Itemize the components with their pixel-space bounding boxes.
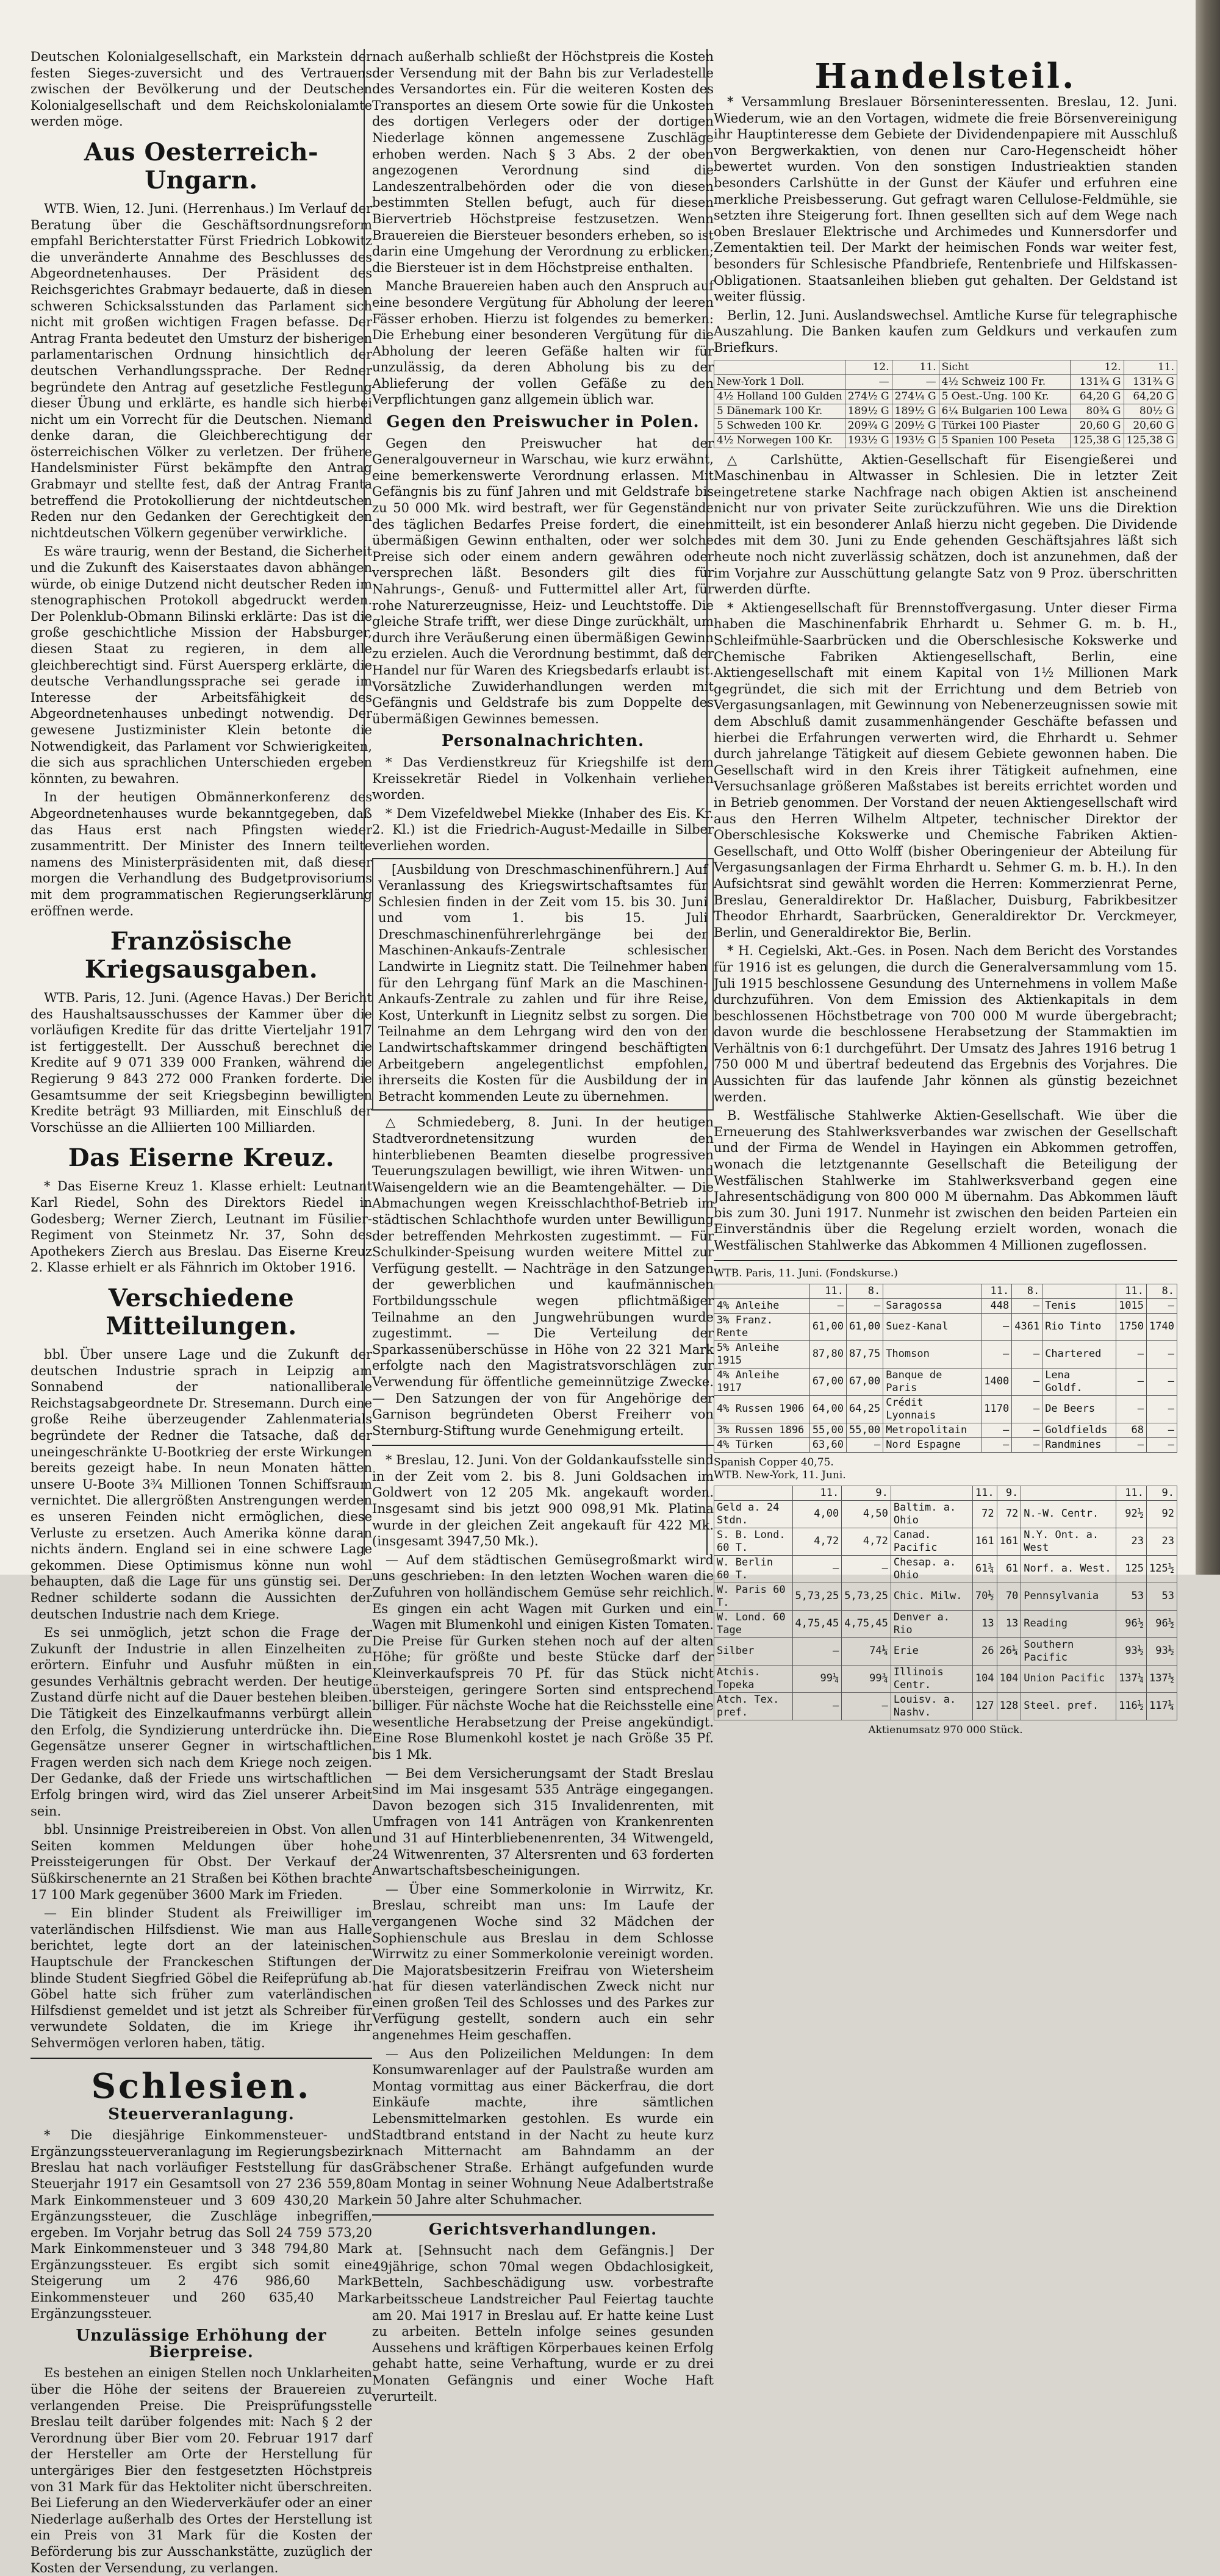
table-cell: 3% Russen 1896	[714, 1423, 810, 1437]
table-cell: Tenis	[1042, 1298, 1116, 1313]
table-cell: Atch. Tex. pref.	[714, 1692, 793, 1720]
table-cell: 104	[997, 1665, 1021, 1692]
table-cell: S. B. Lond. 60 T.	[714, 1528, 793, 1555]
table-cell: 5 Schweden 100 Kr.	[714, 418, 845, 433]
table-cell: Metropolitain	[883, 1423, 981, 1437]
table-cell: —	[1116, 1340, 1147, 1368]
column-header: 11.	[1116, 1284, 1147, 1298]
table-cell: 74¼	[842, 1637, 891, 1665]
table-row	[714, 1437, 1177, 1452]
table-cell: New-York 1 Doll.	[714, 374, 845, 389]
table-row	[714, 1368, 1177, 1395]
table-cell: —	[792, 1637, 842, 1665]
table-row	[714, 1313, 1177, 1340]
headline-eisernes-kreuz: Das Eiserne Kreuz.	[68, 1143, 335, 1173]
table-cell: 55,00	[847, 1423, 883, 1437]
column-header: 11.	[792, 1486, 842, 1500]
column-header: 11.	[809, 1284, 846, 1298]
paragraph: Es wäre traurig, wenn der Bestand, die Sicherheit und die Zukunft des Kaiserstaates davon abhängen würde, ob einige Dutzend nicht deutscher Reden im stenographischen Protokoll abgedruckt werden. Der Polenklub-Obmann Bilinski erklärte: Das ist die große geschichtliche Mission der Habsburger, diesen Staat zu regieren, in dem alle gleichberechtigt sind. Fürst Auersperg erklärte, die deutsche Verhandlungssprache sei gerade im Interesse der Arbeitsfähigkeit des Abgeordnetenhauses unbedingt notwendig. Der gewesene Justizminister Klein betonte die Notwendigkeit, das Parlament vor Schwierigkeiten, die sich aus sprachlichen Unterschieden ergeben könnten, zu bewahren.	[30, 544, 372, 786]
table-row	[714, 1423, 1177, 1437]
headline-oesterreich: Aus Oesterreich-Ungarn.	[84, 137, 319, 195]
column-header	[1021, 1486, 1116, 1500]
table-cell: —	[792, 1555, 842, 1583]
table-cell: Goldfields	[1042, 1423, 1116, 1437]
paragraph: — Über eine Sommerkolonie in Wirrwitz, Kr. Breslau, schreibt man uns: Im Laufe der vergangenen Woche sind 32 Mädchen der Sophienschule aus Breslau in dem Schlosse Wirrwitz zu einer Sommerkolonie vereinigt worden. Die Majoratsbesitzerin Freifrau von Wietersheim hat für diesen vaterländischen Zweck nicht nur einen großen Teil des Schlosses und des Parkes zur Verfügung gestellt, sondern auch ein sehr angenehmes Heim geschaffen.	[372, 1881, 714, 2043]
table-title: WTB. Paris, 11. Juni. (Fondskurse.)	[714, 1267, 898, 1279]
paragraph: Es sei unmöglich, jetzt schon die Frage der Zukunft der Industrie in allen Einzelheiten zu erörtern. Einfuhr und Ausfuhr müßten in ein gesundes Verhältnis gebracht werden. Der heutige Zustand dürfe nicht auf die Dauer bestehen bleiben. Die Tätigkeit des Einzelkaufmanns verbürgt allein den Erfolg, die Syndizierung unterdrücke ihn. Die Gegensätze unserer Gegner in wirtschaftlichen Fragen werden sich nach dem Kriege noch zeigen. Der Gedanke, daß der Friede uns wirtschaftlichen Erfolg bringen wird, wird das Ziel unserer Arbeit sein.	[30, 1625, 372, 1819]
table-cell: 96½	[1116, 1610, 1147, 1637]
table-cell: Saragossa	[883, 1298, 981, 1313]
table-cell: N.Y. Ont. a. West	[1021, 1528, 1116, 1555]
paris-table	[714, 1284, 1177, 1453]
table-cell: —	[1012, 1423, 1042, 1437]
table-cell: Norf. a. West.	[1021, 1555, 1116, 1583]
table-row	[714, 1610, 1177, 1637]
divider	[372, 1445, 714, 1446]
table-row	[714, 418, 1177, 433]
table-cell: 4% Russen 1906	[714, 1395, 810, 1423]
table-cell: 92	[1147, 1500, 1177, 1528]
table-cell: 55,00	[809, 1423, 846, 1437]
table-cell: 4% Anleihe 1917	[714, 1368, 810, 1395]
table-row	[714, 1340, 1177, 1368]
paragraph: △ Carlshütte, Aktien-Gesellschaft für Eisengießerei und Maschinenbau in Altwasser in Schlesien. Die in letzter Zeit eingetretene starke Nachfrage nach obigen Aktien ist anscheinend nicht nur von privater Seite zurückzuführen. Wie uns die Direktion mitteilt, ist ein besonderer Anlaß hierzu nicht gegeben. Die Dividende des mit dem 30. Juni zu Ende gehenden Geschäftsjahres läßt sich heute noch nicht zuverlässig schätzen, doch ist anzunehmen, daß der im Vorjahre zur Ausschüttung gelangte Satz von 9 Proz. überschritten werden dürfte.	[714, 452, 1177, 597]
table-cell: 5,73,25	[792, 1583, 842, 1610]
paragraph: at. [Sehnsucht nach dem Gefängnis.] Der 49jährige, schon 70mal wegen Obdachlosigkeit, Betteln, Sachbeschädigung usw. vorbestrafte arbeitsscheue Landstreicher Paul Feiertag tauchte am 20. Mai 1917 in Breslau auf. Er hatte keine Lust zu arbeiten. Betteln infolge seines gesunden Aussehens und kräftigen Körperbaues keinen Erfolg gehabt hatte, seine Verhaftung, wurde er zu drei Monaten Gefängnis und einer Woche Haft verurteilt.	[372, 2243, 714, 2404]
table-cell: 1015	[1116, 1298, 1147, 1313]
table-cell: 23	[1147, 1528, 1177, 1555]
headline-schlesien: Schlesien.	[91, 2066, 312, 2106]
table-cell: 68	[1116, 1423, 1147, 1437]
divider	[372, 2214, 714, 2216]
table-cell: Rio Tinto	[1042, 1313, 1116, 1340]
table-row	[714, 1692, 1177, 1720]
table-cell: 63,60	[809, 1437, 846, 1452]
table-cell: 274¼ G	[892, 389, 939, 404]
column-header: 12.	[1071, 360, 1124, 374]
table-cell: 189½ G	[845, 404, 892, 418]
table-cell: 93½	[1116, 1637, 1147, 1665]
table-cell: 99¼	[792, 1665, 842, 1692]
newyork-table	[714, 1486, 1177, 1720]
table-cell: —	[981, 1313, 1012, 1340]
table-cell: —	[892, 374, 939, 389]
subheadline-bier: Unzulässige Erhöhung der Bierpreise.	[76, 2327, 327, 2361]
column-header	[883, 1284, 981, 1298]
turnover-note: Aktienumsatz 970 000 Stück.	[868, 1723, 1023, 1736]
table-cell: 92½	[1116, 1500, 1147, 1528]
table-row	[714, 1555, 1177, 1583]
table-cell: Southern Pacific	[1021, 1637, 1116, 1665]
table-cell: 137½	[1147, 1665, 1177, 1692]
table-cell: 64,25	[847, 1395, 883, 1423]
table-cell: —	[842, 1555, 891, 1583]
table-cell: De Beers	[1042, 1395, 1116, 1423]
table-cell: —	[1116, 1437, 1147, 1452]
table-cell: 13	[972, 1610, 997, 1637]
paragraph: bbl. Unsinnige Preistreibereien in Obst. Von allen Seiten kommen Meldungen über hohe Preissteigerungen für Obst. Der Verkauf der Süßkirschenernte an 21 Straßen bei Köthen brachte 17 100 Mark gegenüber 3600 Mark im Frieden.	[30, 1822, 372, 1902]
paragraph: — Auf dem städtischen Gemüsegroßmarkt wird uns geschrieben: In den letzten Wochen waren die Zufuhren von holländischem Gemüse sehr reichlich. Es gingen ein acht Wagen mit Gurken und ein Wagen mit Blumenkohl und einigen Kisten Tomaten. Die Preise für Gurken stehen noch auf der alten Höhe; für größte und beste Stücke darf der Kleinverkaufspreis 70 Pf. für das Stück nicht übersteigen, geringere Sorten sind entsprechend billiger. Für nächste Woche hat die Reichsstelle eine wesentliche Herabsetzung der Preise angekündigt. Eine Rose Blumenkohl kostet je nach Größe 35 Pf. bis 1 Mk.	[372, 1552, 714, 1762]
table-cell: 5 Spanien 100 Peseta	[939, 433, 1070, 448]
paragraph: * Das Eiserne Kreuz 1. Klasse erhielt: Leutnant Karl Riedel, Sohn des Direktors Riedel in Godesberg; Werner Zierch, Leutnant im Füsilier-Regiment von Steinmetz Nr. 37, Sohn des Apothekers Zierch aus Breslau. Das Eiserne Kreuz 2. Klasse erhielt er als Fähnrich im Oktober 1916.	[30, 1179, 372, 1275]
table-cell: 72	[997, 1500, 1021, 1528]
table-cell: Nord Espagne	[883, 1437, 981, 1452]
column-header: 11.	[972, 1486, 997, 1500]
table-cell: 4½ Holland 100 Gulden	[714, 389, 845, 404]
table-row	[714, 374, 1177, 389]
table-cell: 53	[1147, 1583, 1177, 1610]
paragraph: WTB. Paris, 12. Juni. (Agence Havas.) Der Bericht des Haushaltsausschusses der Kammer über die vorläufigen Kredite für das dritte Vierteljahr 1917 ist fertiggestellt. Der Ausschuß berechnet die Kredite auf 9 071 339 000 Franken, während die Regierung 9 843 272 000 Franken forderte. Die Gesamtsumme der seit Kriegsbeginn bewilligten Kredite beträgt 93 Milliarden, mit Einschluß der Vorschüsse an die Alliierten 100 Milliarden.	[30, 990, 372, 1135]
table-cell: 209¾ G	[845, 418, 892, 433]
table-cell: —	[792, 1692, 842, 1720]
table-cell: 116½	[1116, 1692, 1147, 1720]
table-cell: 70½	[972, 1583, 997, 1610]
table-row	[714, 433, 1177, 448]
table-cell: 64,20 G	[1071, 389, 1124, 404]
paragraph: nach außerhalb schließt der Höchstpreis die Kosten der Versendung mit der Bahn bis zur Verladestelle des Versandortes ein. Für die weiteren Kosten des Transportes an diesem Orte sowie für die Unkosten des dortigen Verlegers oder der dortigen Niederlage können angemessene Zuschläge erhoben werden. Nach § 3 Abs. 2 der oben angezogenen Verordnung sind die Landeszentralbehörden oder die von diesen bestimmten Stellen befugt, auch für diesen Biervertrieb Höchstpreise festzusetzen. Wenn Brauereien die Biersteuer besonders erheben, so ist darin eine Umgehung der Verordnung zu erblicken; die Biersteuer ist in dem Höchstpreise enthalten.	[372, 49, 714, 275]
table-cell: 5 Oest.-Ung. 100 Kr.	[939, 389, 1070, 404]
table-cell: 64,20 G	[1124, 389, 1177, 404]
subheadline-gericht: Gerichtsverhandlungen.	[428, 2220, 658, 2239]
table-cell: 4,72	[792, 1528, 842, 1555]
table-cell: Suez-Kanal	[883, 1313, 981, 1340]
column-header: 8.	[1147, 1284, 1177, 1298]
table-row	[714, 404, 1177, 418]
paragraph: * Das Verdienstkreuz für Kriegshilfe ist dem Kreissekretär Riedel in Volkenhain verliehen worden.	[372, 754, 714, 803]
table-cell: 274½ G	[845, 389, 892, 404]
divider	[30, 2058, 372, 2059]
column-middle	[372, 49, 714, 2404]
paragraph: △ Schmiedeberg, 8. Juni. In der heutigen Stadtverordnetensitzung wurden den hinterbliebenen Beamten dieselbe progressiven Teuerungszulagen bewilligt, wie ihren Witwen- und Waisengeldern wie an die Beamtengehälter. — Die Abmachungen wegen Kreisschlachthof-Betrieb im städtischen Schlachthofe wurden unter Bewilligung der betreffenden Mehrkosten zugestimmt. — Für Schulkinder-Speisung wurden weitere Mittel zur Verfügung gestellt. — Nachträge in den Satzungen der gewerblichen und kaufmännischen Fortbildungsschule wegen pflichtmäßiger Teilnahme an den Jungwehrübungen wurde zugestimmt. — Die Verteilung der Sparkassenüberschüsse in Höhe von 22 321 Mark erfolgte nach den Magistratsvorschlägen zur Verwendung für öffentliche gemeinnützige Zwecke. — Den Satzungen der von für Angehörige der Garnison begründeten Oberst Freiherr von Sternburg-Stiftung wurde Genehmigung erteilt.	[372, 1115, 714, 1438]
paragraph: Berlin, 12. Juni. Auslandswechsel. Amtliche Kurse für telegraphische Auszahlung. Die Banken kaufen zum Geldkurs und verkaufen zum Briefkurs.	[714, 307, 1177, 355]
table-cell: 193½ G	[845, 433, 892, 448]
table-cell: 117¼	[1147, 1692, 1177, 1720]
table-cell: 61	[997, 1555, 1021, 1583]
headline-handelsteil: Handelsteil.	[814, 56, 1077, 96]
exchange-table	[714, 360, 1177, 448]
table-cell: 209½ G	[892, 418, 939, 433]
table-cell: Türkei 100 Piaster	[939, 418, 1070, 433]
table-cell: 4% Türken	[714, 1437, 810, 1452]
table-cell: 1750	[1116, 1313, 1147, 1340]
table-cell: 70	[997, 1583, 1021, 1610]
paragraph: — Bei dem Versicherungsamt der Stadt Breslau sind im Mai insgesamt 535 Anträge eingegangen. Davon bezogen sich 315 Invalidenrenten, mit Umfragen von 141 Anträgen von Krankenrenten und 31 auf Hinterbliebenenrenten, 34 Witwengeld, 24 Witwenrenten, 37 Altersrenten und 63 forderten Anwartschaftsbescheinigungen.	[372, 1766, 714, 1878]
table-cell: 193½ G	[892, 433, 939, 448]
table-cell: 4% Anleihe	[714, 1298, 810, 1313]
table-cell: Reading	[1021, 1610, 1116, 1637]
table-cell: —	[1012, 1395, 1042, 1423]
table-cell: Silber	[714, 1637, 793, 1665]
table-cell: Crédit Lyonnais	[883, 1395, 981, 1423]
table-cell: —	[981, 1423, 1012, 1437]
table-row	[714, 389, 1177, 404]
table-cell: Illinois Centr.	[891, 1665, 972, 1692]
table-cell: —	[1012, 1340, 1042, 1368]
table-header-row	[714, 1284, 1177, 1298]
table-cell: 96½	[1147, 1610, 1177, 1637]
table-cell: 53	[1116, 1583, 1147, 1610]
column-header	[1042, 1284, 1116, 1298]
column-header: 9.	[842, 1486, 891, 1500]
table-cell: 67,00	[809, 1368, 846, 1395]
column-header	[714, 1284, 810, 1298]
table-cell: N.-W. Centr.	[1021, 1500, 1116, 1528]
table-cell: Steel. pref.	[1021, 1692, 1116, 1720]
table-cell: 448	[981, 1298, 1012, 1313]
column-header: 8.	[1012, 1284, 1042, 1298]
table-cell: 4,50	[842, 1500, 891, 1528]
table-cell: 4,75,45	[792, 1610, 842, 1637]
paragraph: B. Westfälische Stahlwerke Aktien-Gesellschaft. Wie über die Erneuerung des Stahlwerksverbandes war zwischen der Gesellschaft und der Firma de Wendel in Hayingen ein Abkommen getroffen, wonach die letztgenannte Gesellschaft die Beteiligung der Westfälischen Stahlwerke im Stahlwerksverband gegen eine Jahresentschädigung von 800 000 M übernahm. Das Abkommen läuft bis zum 30. Juni 1917. Nunmehr ist zwischen den beiden Parteien ein Einverständnis über die Regelung erzielt worden, wonach die Westfälischen Stahlwerke das Abkommen 4 Millionen zugeflossen.	[714, 1108, 1177, 1253]
paragraph: Manche Brauereien haben auch den Anspruch auf eine besondere Vergütung für Abholung der leeren Fässer erhoben. Hierzu ist folgendes zu bemerken: Die Erhebung einer besonderen Vergütung für die Abholung der leeren Gefäße halten wir für unzulässig, da deren Abholung bis zu der Ablieferung der vollen Gefäße zu den Verpflichtungen ganz allgemein üblich war.	[372, 279, 714, 407]
table-cell: Union Pacific	[1021, 1665, 1116, 1692]
column-header: 8.	[847, 1284, 883, 1298]
column-left	[30, 49, 372, 2575]
table-cell: 5% Anleihe 1915	[714, 1340, 810, 1368]
subheadline-polen: Gegen den Preiswucher in Polen.	[386, 413, 700, 432]
column-header: 11.	[1116, 1486, 1147, 1500]
paragraph: Gegen den Preiswucher hat der Generalgouverneur in Warschau, wie kurz erwähnt, eine bemerkenswerte Verordnung erlassen. Mit Gefängnis bis zu fünf Jahren und mit Geldstrafe bis zu 50 000 Mk. wird bestraft, wer für Gegenstände des täglichen Bedarfes Preise fordert, die einen übermäßigen Gewinn enthalten, oder wer solche Preise sich oder einem andern gewähren oder versprechen läßt. Besonders gilt dies für Nahrungs-, Genuß- und Futtermittel aller Art, für rohe Naturerzeugnisse, Heiz- und Leuchtstoffe. Die gleiche Strafe trifft, wer diese Dinge zurückhält, um durch ihre Veräußerung einen übermäßigen Gewinn zu erzielen. Auch die Verordnung bestimmt, daß der Handel nur für Waren des Kriegsbedarfs erlaubt ist. Vorsätzliche Zuwiderhandlungen werden mit Gefängnis und Geldstrafe bis zum Doppelte des übermäßigen Gewinnes bemessen.	[372, 435, 714, 726]
table-cell: Pennsylvania	[1021, 1583, 1116, 1610]
column-header	[714, 360, 845, 374]
table-row	[714, 1298, 1177, 1313]
paragraph: * Breslau, 12. Juni. Von der Goldankaufsstelle sind in der Zeit vom 2. bis 8. Juni Goldsachen im Goldwert von 12 205 Mk. angekauft worden. Insgesamt sind bis jetzt 900 098,91 Mk. Platina wurde in der gleichen Zeit angekauft für 422 Mk. (insgesamt 3947,50 Mk.).	[372, 1453, 714, 1549]
paragraph: bbl. Über unsere Lage und die Zukunft der deutschen Industrie sprach in Leipzig am Sonnabend der nationalliberale Reichstagsabgeordnete Dr. Stresemann. Durch eine große Reihe überzeugender Zahlenmaterials begründete der Redner die Tatsache, daß der uneingeschränkte U-Bootkrieg der erste Wirkungen bereits gezeigt habe. In neun Monaten hätten unsere U-Boote 3¾ Millionen Tonnen Schiffsraum vernichtet. Die allergrößten Anstrengungen werden es unseren Feinden nicht ermöglichen, diese Verluste zu ersetzen. Auch Amerika könne daran nichts ändern. England sei in eine schwere Lage gekommen. Diese Optimismus könne nun wohl behaupten, daß die Lage für uns günstig sei. Der Redner schilderte sodann die Aussichten der deutschen Industrie nach dem Kriege.	[30, 1347, 372, 1622]
headline-frankreich: Französische Kriegsausgaben.	[84, 927, 318, 984]
table-cell: Banque de Paris	[883, 1368, 981, 1395]
paragraph: * H. Cegielski, Akt.-Ges. in Posen. Nach dem Bericht des Vorstandes für 1916 ist es gelungen, die durch die Generalversammlung vom 15. Juli 1915 beschlossene Gesundung des Unternehmens in vollem Maße durchzuführen. Von dem Emission des Aktienkapitals in dem beschlossenen Höchstbetrage von 700 000 M wurde übergebracht; davon wurde die beschlossene Herabsetzung der Stammaktien im Verhältnis von 6:1 durchgeführt. Der Umsatz des Jahres 1916 betrug 1 750 000 M und übertraf bedeutend das Ergebnis des Vorjahres. Die Aussichten für das laufende Jahr können als günstig bezeichnet werden.	[714, 943, 1177, 1104]
table-cell: Atchis. Topeka	[714, 1665, 793, 1692]
table-cell: Thomson	[883, 1340, 981, 1368]
table-cell: 4½ Schweiz 100 Fr.	[939, 374, 1070, 389]
table-cell: 125½	[1147, 1555, 1177, 1583]
table-title: WTB. New-York, 11. Juni.	[714, 1469, 846, 1481]
paragraph: [Ausbildung von Dreschmaschinenführern.] Auf Veranlassung des Kriegswirtschaftsamtes für Schlesien finden in der Zeit vom 15. bis 30. Juni und vom 1. bis 15. Juli Dreschmaschinenführerlehrgänge bei der Maschinen-Ankaufs-Zentrale schlesischer Landwirte in Liegnitz statt. Die Teilnehmer haben für den Lehrgang fünf Mark an die Maschinen-Ankaufs-Zentrale zu zahlen und für ihre Reise, Kost, Unterkunft in Liegnitz selbst zu sorgen. Die Teilnahme an dem Lehrgang wird den von der Landwirtschaftskammer dringend beschäftigten Arbeitgebern angelegentlichst empfohlen, ihrerseits die Kosten für die Ausbildung der in Betracht kommenden Leute zu übernehmen.	[378, 862, 708, 1104]
table-row	[714, 1665, 1177, 1692]
table-row	[714, 1637, 1177, 1665]
table-cell: —	[1147, 1423, 1177, 1437]
table-cell: —	[981, 1340, 1012, 1368]
table-cell: W. Berlin 60 T.	[714, 1555, 793, 1583]
table-cell: Louisv. a. Nashv.	[891, 1692, 972, 1720]
paragraph: — Ein blinder Student als Freiwilliger im vaterländischen Hilfsdienst. Wie man aus Halle berichtet, legte dort an der lateinischen Hauptschule der Franckeschen Stiftungen der blinde Student Siegfried Göbel die Reifeprüfung ab. Göbel hatte sich früher zum vaterländischen Hilfsdienst gemeldet und ist jetzt als Schreiber für verwundete Soldaten, die im Kriege ihr Sehvermögen verloren haben, tätig.	[30, 1906, 372, 2050]
table-row	[714, 1583, 1177, 1610]
table-cell: 99¾	[842, 1665, 891, 1692]
table-cell: —	[1116, 1395, 1147, 1423]
table-cell: 137¼	[1116, 1665, 1147, 1692]
table-row	[714, 1395, 1177, 1423]
page-binding	[1196, 0, 1220, 1575]
table-cell: 61,00	[847, 1313, 883, 1340]
table-cell: 26	[972, 1637, 997, 1665]
paragraph: * Aktiengesellschaft für Brennstoffvergasung. Unter dieser Firma haben die Maschinenfabrik Ehrhardt u. Sehmer G. m. b. H., Schleifmühle-Saarbrücken und die Oberschlesische Kokswerke und Chemische Fabriken Aktiengesellschaft, Berlin, eine Aktiengesellschaft mit einem Kapital von 1½ Millionen Mark gegründet, die sich mit der Errichtung und dem Betrieb von Vergasungsanlagen, mit Gewinnung von Nebenerzeugnissen sowie mit dem Abschluß damit zusammenhängender Geschäfte befassen und hierbei die Erfahrungen verwerten wird, die Ehrhardt u. Sehmer durch jahrelange Tätigkeit auf diesem Gebiete gewonnen haben. Die Gesellschaft wird in den Kreis ihrer Tätigkeit aufnehmen, eine Versuchsanlage größeren Maßstabes ist bereits errichtet worden und in Betrieb genommen. Der Vorstand der neuen Aktiengesellschaft wird aus den Herren Wilhelm Altpeter, technischer Direktor der Oberschlesische Kokswerke und Chemische Fabriken Aktien-Gesellschaft, und Otto Wolff (bisher Oberingenieur der Abteilung für Vergasungsanlagen der Firma Ehrhardt u. Sehmer G. m. b. H.). In den Aufsichtsrat sind gewählt worden die Herren: Kommerzienrat Perne, Breslau, Generaldirektor Dr. Haßlacher, Duisburg, Fabrikbesitzer Theodor Ehrhardt, Saarbrücken, Generaldirektor Dr. Verckmeyer, Berlin, und Generaldirektor Bie, Berlin.	[714, 600, 1177, 940]
table-cell: Chesap. a. Ohio	[891, 1555, 972, 1583]
table-cell: —	[981, 1437, 1012, 1452]
paragraph: * Versammlung Breslauer Börseninteressenten. Breslau, 12. Juni. Wiederum, wie an den Vortagen, widmete die freie Börsenvereinigung ihr Hauptinteresse dem Gebiete der Dividendenpapiere mit Ausschluß von Bergwerkaktien, von denen nur Caro-Hegenscheidt höher bewertet wurden. Von den sonstigen Industrieaktien standen besonders Carlshütte in der Gunst der Käufer und erfuhren eine merkliche Preisbesserung. Gut gefragt waren Cellulose-Feldmühle, sie setzten ihre Steigerung fort. Ihnen gesellten sich auf dem Wege nach oben Breslauer Elektrische und Archimedes und Kunnersdorfer und Zementaktien teil. Der Markt der heimischen Fonds war weiter fest, besonders für Schlesische Pfandbriefe, Rentenbriefe und Hilfskassen-Obligationen. Staatsanleihen blieben gut gehalten. Der Geldstand ist weiter flüssig.	[714, 95, 1177, 304]
table-cell: 26¼	[997, 1637, 1021, 1665]
table-cell: 1740	[1147, 1313, 1177, 1340]
table-cell: Geld a. 24 Stdn.	[714, 1500, 793, 1528]
table-cell: —	[1147, 1340, 1177, 1368]
table-cell: 125,38 G	[1124, 433, 1177, 448]
table-cell: W. Paris 60 T.	[714, 1583, 793, 1610]
table-cell: Randmines	[1042, 1437, 1116, 1452]
table-cell: 131¾ G	[1124, 374, 1177, 389]
table-cell: 5,73,25	[842, 1583, 891, 1610]
column-header: 11.	[981, 1284, 1012, 1298]
table-cell: —	[847, 1298, 883, 1313]
paragraph: * Die diesjährige Einkommensteuer- und Ergänzungssteuerveranlagung im Regierungsbezirk Breslau hat nach vorläufiger Feststellung für das Steuerjahr 1917 ein Gesamtsoll von 27 236 559,80 Mark Einkommensteuer und 3 609 430,20 Mark Ergänzungssteuer, die Zuschläge inbegriffen, ergeben. Im Vorjahr betrug das Soll 24 759 573,20 Mark Einkommensteuer und 3 348 794,80 Mark Ergänzungssteuer. Es ergibt sich somit eine Steigerung um 2 476 986,60 Mark Einkommensteuer und 260 635,40 Mark Ergänzungssteuer.	[30, 2128, 372, 2321]
table-cell: —	[1012, 1298, 1042, 1313]
table-cell: —	[1116, 1368, 1147, 1395]
table-cell: 189½ G	[892, 404, 939, 418]
table-cell: —	[1147, 1395, 1177, 1423]
column-header	[714, 1486, 793, 1500]
column-header: Sicht	[939, 360, 1070, 374]
table-cell: Canad. Pacific	[891, 1528, 972, 1555]
table-cell: 4,75,45	[842, 1610, 891, 1637]
column-header: 9.	[1147, 1486, 1177, 1500]
table-cell: —	[1147, 1437, 1177, 1452]
table-cell: 61¾	[972, 1555, 997, 1583]
table-cell: Erie	[891, 1637, 972, 1665]
table-cell: 20,60 G	[1124, 418, 1177, 433]
table-cell: 13	[997, 1610, 1021, 1637]
table-cell: 125,38 G	[1071, 433, 1124, 448]
table-header-row	[714, 1486, 1177, 1500]
paragraph: — Aus den Polizeilichen Meldungen: In dem Konsumwarenlager auf der Paulstraße wurden am Montag vormittag aus einer Bäckerfrau, die dort Einkäufe machte, ihre sämtlichen Lebensmittelmarken gestohlen. Es wurde ein Stadtbrand entstand in der Nacht zu heute kurz nach Mitternacht am Bahndamm an der Gräbschener Straße. Erhängt aufgefunden wurde am Montag in seiner Wohnung Neue Adalbertstraße ein 50 Jahre alter Schuhmacher.	[372, 2046, 714, 2207]
table-cell: 67,00	[847, 1368, 883, 1395]
table-cell: Lena Goldf.	[1042, 1368, 1116, 1395]
table-cell: 87,75	[847, 1340, 883, 1368]
table-cell: Baltim. a. Ohio	[891, 1500, 972, 1528]
table-cell: 5 Dänemark 100 Kr.	[714, 404, 845, 418]
table-cell: —	[845, 374, 892, 389]
table-cell: —	[847, 1437, 883, 1452]
paragraph: Deutschen Kolonialgesellschaft, ein Markstein der festen Sieges-zuversicht und des Vertrauens zwischen der Bevölkerung und der Deutschen Kolonialgesellschaft und dem Reichskolonialamte werden möge.	[30, 49, 372, 129]
column-header: 12.	[845, 360, 892, 374]
table-cell: 4½ Norwegen 100 Kr.	[714, 433, 845, 448]
table-cell: 127	[972, 1692, 997, 1720]
table-cell: 1400	[981, 1368, 1012, 1395]
notice-box	[372, 858, 714, 1111]
table-cell: Chartered	[1042, 1340, 1116, 1368]
table-cell: —	[842, 1692, 891, 1720]
table-cell: 128	[997, 1692, 1021, 1720]
column-header: 9.	[997, 1486, 1021, 1500]
table-cell: 4,72	[842, 1528, 891, 1555]
table-header-row	[714, 360, 1177, 374]
subheadline-steuer: Steuerveranlagung.	[108, 2105, 295, 2123]
paragraph: * Dem Vizefeldwebel Miekke (Inhaber des Eis. Kr. 2. Kl.) ist die Friedrich-August-Medaille in Silber verliehen worden.	[372, 806, 714, 853]
table-cell: 80½ G	[1124, 404, 1177, 418]
table-cell: —	[1012, 1437, 1042, 1452]
table-cell: 80¾ G	[1071, 404, 1124, 418]
table-cell: —	[1012, 1368, 1042, 1395]
table-cell: 104	[972, 1665, 997, 1692]
table-cell: —	[809, 1298, 846, 1313]
table-cell: 20,60 G	[1071, 418, 1124, 433]
table-cell: 161	[972, 1528, 997, 1555]
table-cell: W. Lond. 60 Tage	[714, 1610, 793, 1637]
table-cell: —	[1147, 1298, 1177, 1313]
subheadline-personal: Personalnachrichten.	[442, 732, 644, 751]
table-cell: 4361	[1012, 1313, 1042, 1340]
table-cell: 87,80	[809, 1340, 846, 1368]
table-cell: Chic. Milw.	[891, 1583, 972, 1610]
copper-quote: Spanish Copper 40,75.	[714, 1456, 834, 1469]
column-header: 11.	[892, 360, 939, 374]
paragraph: WTB. Wien, 12. Juni. (Herrenhaus.) Im Verlauf der Beratung über die Geschäftsordnungsreform empfahl Berichterstatter Fürst Friedrich Lobkowitz die unveränderte Annahme des Beschlusses des Abgeordnetenhauses. Der Präsident des Reichsgerichtes Grabmayr bedauerte, daß in diesen schweren Schicksalsstunden das Parlament sich nicht mit großen wichtigen Fragen befasse. Der Antrag Franta bedeutet den Umsturz der bisherigen parlamentarischen Ordnung hinsichtlich der deutschen Verhandlungssprache. Der Redner begründete den Antrag auf gesetzliche Festlegung dieser Übung und erklärte, es handle sich hierbei nicht um ein Vorrecht für die Deutschen. Niemand denke daran, die Gleichberechtigung der österreichischen Völker zu verletzen. Der frühere Handelsminister Fürst bekämpfte den Antrag Grabmayr und stellte fest, daß der Antrag Franta betreffend die Protokollierung der nichtdeutschen Reden nur den Gedanken der Gerechtigkeit den nichtdeutschen Völkern gegenüber verwirkliche.	[30, 201, 372, 540]
table-cell: —	[1147, 1368, 1177, 1395]
table-cell: 3% Franz. Rente	[714, 1313, 810, 1340]
table-cell: 72	[972, 1500, 997, 1528]
table-cell: 6¼ Bulgarien 100 Lewa	[939, 404, 1070, 418]
headline-verschiedene: Verschiedene Mitteilungen.	[106, 1284, 297, 1340]
table-cell: 4,00	[792, 1500, 842, 1528]
table-cell: 64,00	[809, 1395, 846, 1423]
table-cell: Denver a. Rio	[891, 1610, 972, 1637]
table-cell: 61,00	[809, 1313, 846, 1340]
table-cell: 93½	[1147, 1637, 1177, 1665]
column-header	[891, 1486, 972, 1500]
table-row	[714, 1500, 1177, 1528]
table-cell: 131¾ G	[1071, 374, 1124, 389]
column-header: 11.	[1124, 360, 1177, 374]
table-cell: 23	[1116, 1528, 1147, 1555]
paragraph: Es bestehen an einigen Stellen noch Unklarheiten über die Höhe der seitens der Brauereien zu verlangenden Preise. Die Preisprüfungsstelle Breslau teilt darüber folgendes mit: Nach § 2 der Verordnung über Bier vom 20. Februar 1917 darf der Hersteller am Orte der Herstellung für untergäriges Bier den festgesetzten Höchstpreis von 31 Mark für das Hektoliter nicht überschreiten. Bei Lieferung an den Wiederverkäufer oder an einer Niederlage außerhalb des Ortes der Herstellung ist ein Preis von 31 Mark für die Kosten der Beförderung bis zur Ausschankstätte, zuzüglich der Kosten der Versendung, zu verlangen.	[30, 2366, 372, 2575]
table-cell: 125	[1116, 1555, 1147, 1583]
divider	[714, 1260, 1177, 1261]
table-cell: 1170	[981, 1395, 1012, 1423]
column-right	[714, 49, 1177, 1736]
paragraph: In der heutigen Obmännerkonferenz des Abgeordnetenhauses wurde bekanntgegeben, daß das Haus erst nach Pfingsten wieder zusammentritt. Der Minister des Innern teilte namens des Ministerpräsidenten mit, daß dieser morgen die Verhandlung des Budgetprovisoriums mit dem programmatischen Regierungserklärung eröffnen werde.	[30, 790, 372, 918]
table-row	[714, 1528, 1177, 1555]
table-cell: 161	[997, 1528, 1021, 1555]
